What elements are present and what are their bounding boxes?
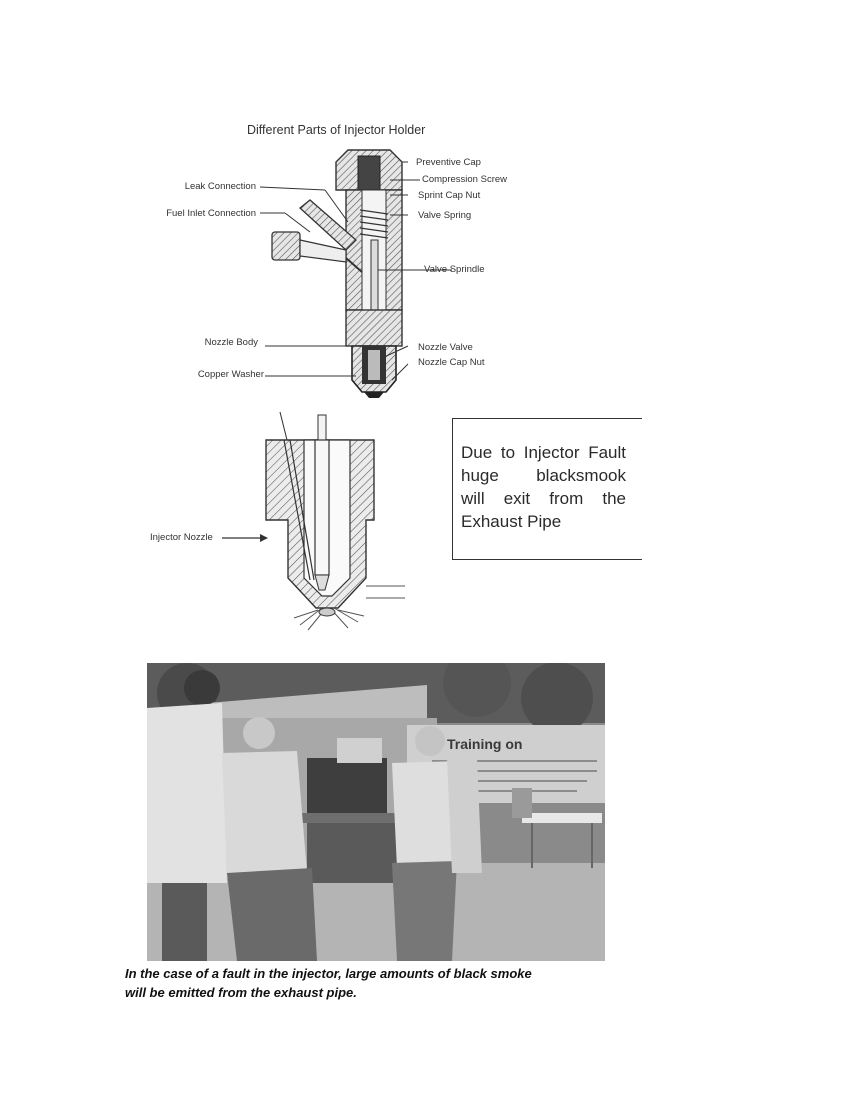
injector-nozzle-diagram: [260, 410, 410, 635]
caption-line-2: will be emitted from the exhaust pipe.: [125, 985, 357, 1000]
injector-fault-callout: [452, 418, 642, 560]
diagram-title: Different Parts of Injector Holder: [247, 123, 426, 137]
label-nozzle-cap-nut: Nozzle Cap Nut: [418, 357, 485, 368]
callout-line: Exhaust Pipe: [461, 512, 562, 531]
label-copper-washer: Copper Washer: [197, 369, 264, 380]
training-photo: [147, 663, 605, 961]
callout-line: will exit from the: [461, 489, 626, 508]
label-preventive-cap: Preventive Cap: [416, 157, 481, 168]
photo-caption: [125, 964, 685, 1002]
banner-text: Training on: [447, 736, 523, 752]
caption-line-1: In the case of a fault in the injector, large amounts of black smoke: [125, 966, 532, 981]
callout-line: huge blacksmook: [461, 466, 626, 485]
label-injector-nozzle: Injector Nozzle: [150, 532, 213, 543]
label-nozzle-body: Nozzle Body: [204, 337, 258, 348]
label-leak-connection: Leak Connection: [184, 181, 256, 192]
label-valve-spring: Valve Spring: [418, 210, 472, 221]
label-nozzle-valve: Nozzle Valve: [418, 342, 473, 353]
label-valve-spindle: Valve Sprindle: [424, 264, 485, 275]
callout-line: Due to Injector Fault: [461, 443, 626, 462]
arrow-icon: [222, 532, 268, 544]
label-spring-cap-nut: Sprint Cap Nut: [418, 190, 481, 201]
label-fuel-inlet-connection: Fuel Inlet Connection: [166, 208, 256, 219]
label-compression-screw: Compression Screw: [422, 174, 507, 185]
